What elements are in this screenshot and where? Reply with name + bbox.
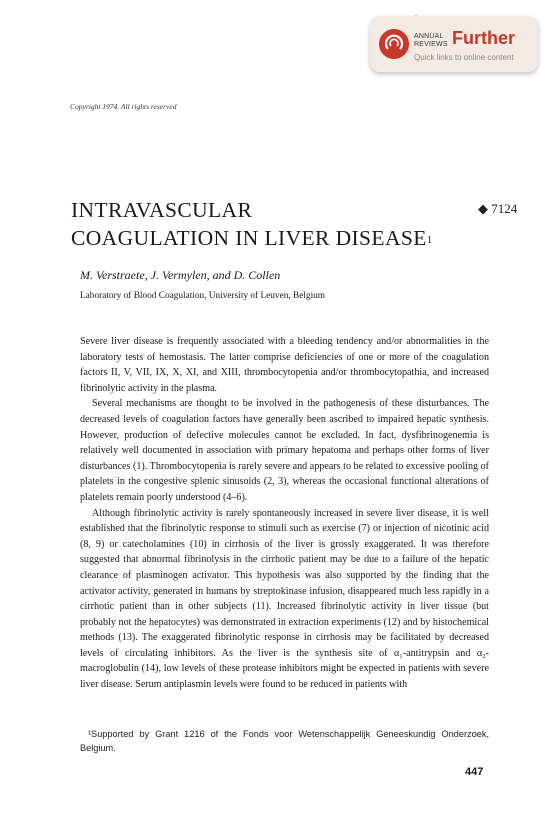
article-title	[71, 196, 491, 252]
title-footnote-mark: 1	[426, 234, 433, 246]
article-code: ◆ 7124	[478, 201, 518, 216]
title-line-2-text: COAGULATION IN LIVER DISEASE	[71, 226, 427, 250]
further-label[interactable]: Further	[452, 28, 515, 48]
authors: M. Verstraete, J. Vermylen, and D. Collen	[80, 268, 281, 282]
wordmark-line-annual: ANNUAL	[414, 33, 444, 40]
paragraph-2: Several mechanisms are thought to be involved in the pathogenesis of these disturbances. The decreased levels of coagulation factors have generally been ascribed to impaired hepatic synthesis. However, production of defective molecules cannot be excluded. In fact, dysfibrinogenemia is relatively well documented in association with primary hepatoma and perhaps other forms of liver disturbances (1). Thrombocytopenia is rarely severe and appears to be related to excessive pooling of platelets in the congestive splenic sinusoids (2, 3), whereas the occasional functional alterations of platelets remain poorly understood (4–6).	[80, 398, 489, 503]
paragraph-3: Although fibrinolytic activity is rarely spontaneously increased in severe liver disease, it is well established that the fibrinolytic response to stimuli such as exercise (7) or injection of nicotinic acid (8, 9) or catecholamines (10) in cirrhosis of the liver is grossly exaggerated. It was therefore suggested that abnormal fibrinolysis in the cirrhotic patient may be due to a failure of the hepatic clearance of plasminogen activator. This hypothesis was also supported by the finding that the activator activity, generated in humans by streptokinase infusion, disappeared much less rapidly in a cirrhotic patient than in other subjects (11). Increased fibrinolytic activity in liver tissue (but probably not the hepatocytes) was demonstrated in extraction experiments (12) and by histochemical methods (13). The exaggerated fibrinolytic response in cirrhosis may be facilitated by decreased levels of circulating inhibitors. As the liver is the synthesis site of α₁-antitrypsin and α₂-macroglobulin (14), low levels of these protease inhibitors might be expected in patients with severe liver disease. Serum antiplasmin levels were found to be reduced in patients with	[80, 507, 489, 691]
title-line-1: INTRAVASCULAR	[71, 198, 253, 222]
title-line-2	[71, 224, 491, 252]
paragraph-1: Severe liver disease is frequently associated with a bleeding tendency and/or abnormalities in the laboratory tests of hemostasis. The latter comprise deficiencies of one or more of the coagulation factors II, V, VII, IX, X, XI, and XIII, thrombocytopenia and/or thrombocytopathia, and increased fibrinolytic activity in the plasma.	[80, 336, 489, 394]
wordmark-line-reviews: REVIEWS	[414, 40, 448, 48]
annual-reviews-further-banner[interactable]	[370, 16, 538, 72]
footnote-text: ¹Supported by Grant 1216 of the Fonds voor Wetenschappelijk Geneeskundig Onderzoek, Belgium.	[80, 729, 489, 753]
quick-links-text[interactable]: Quick links to online content	[414, 53, 514, 62]
footnote	[80, 727, 489, 755]
annual-reviews-wordmark	[414, 33, 448, 48]
affiliation: Laboratory of Blood Coagulation, University of Leuven, Belgium	[80, 291, 326, 301]
page-number: 447	[465, 766, 484, 778]
copyright-notice: Copyright 1974. All rights reserved	[70, 102, 177, 111]
annual-reviews-logo-icon	[379, 29, 409, 59]
article-body	[80, 334, 489, 693]
